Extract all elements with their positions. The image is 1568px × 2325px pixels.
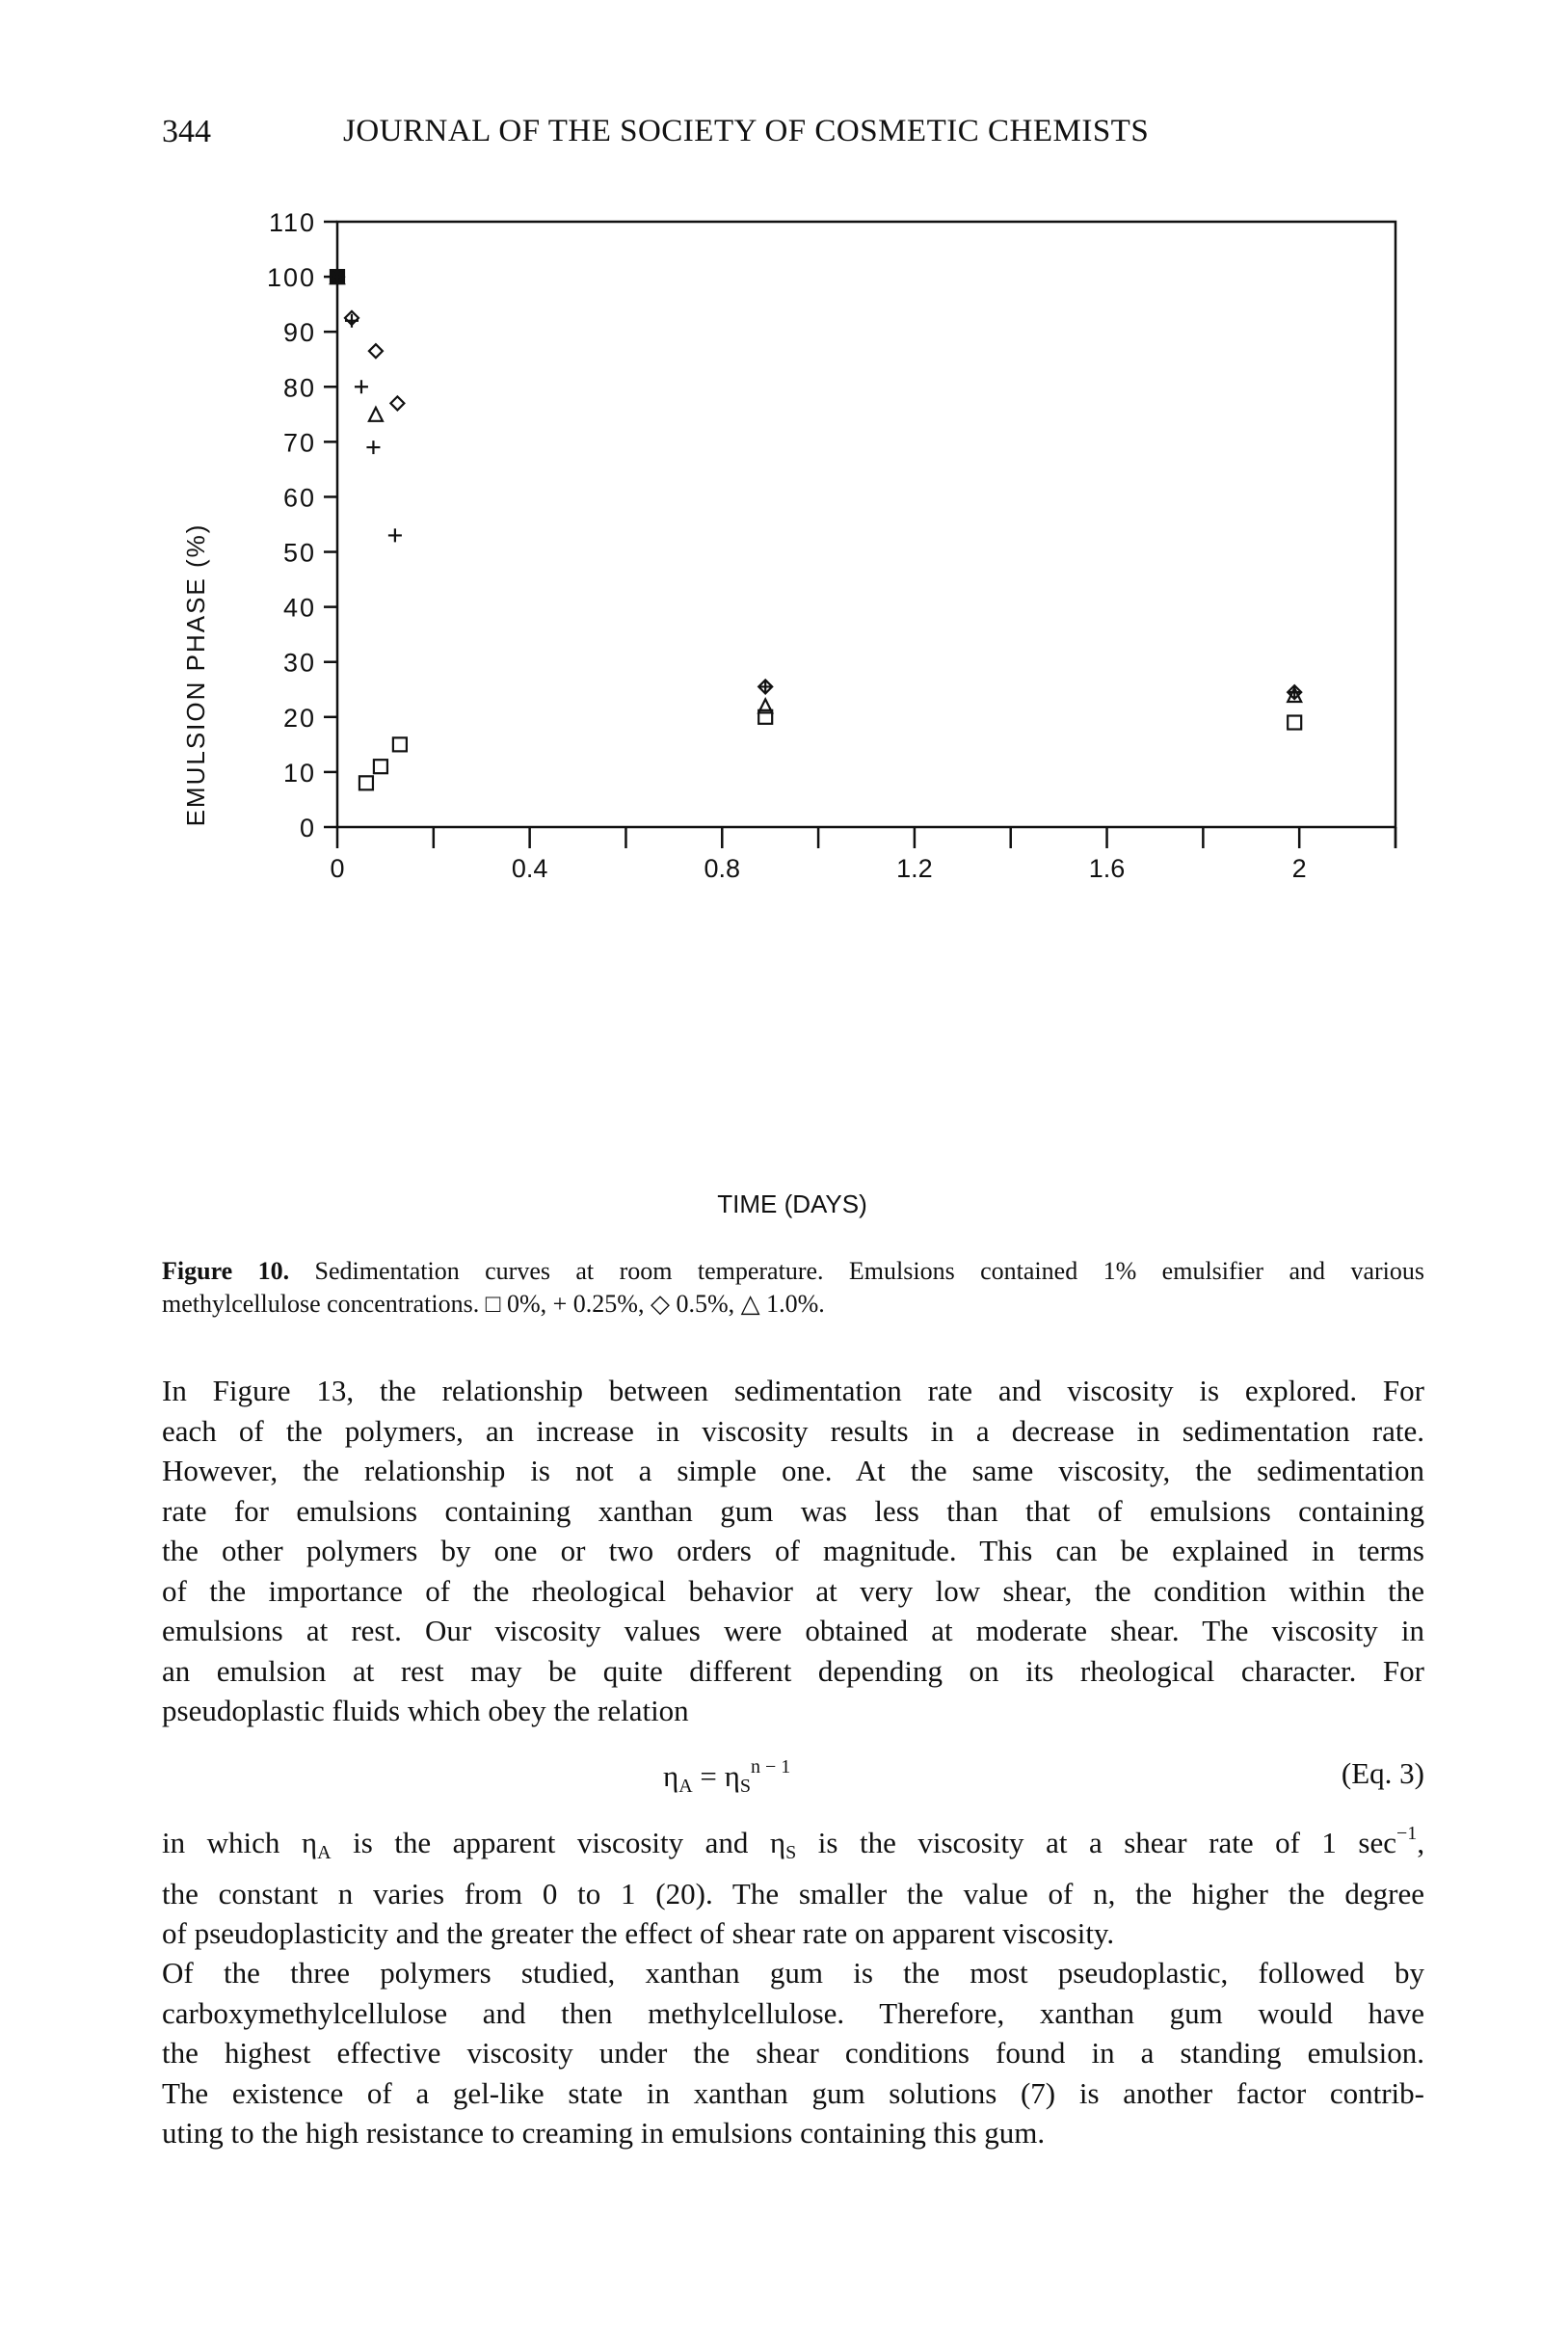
legend-label: 0.25%, — [572, 1290, 645, 1318]
chart-marks — [331, 270, 1301, 789]
paragraph-line: the constant n varies from 0 to 1 (20). The smaller the value of n, the higher the degree — [162, 1876, 1424, 1911]
caption-text: methylcellulose concentrations. — [162, 1290, 480, 1318]
legend-entry — [553, 1290, 651, 1318]
data-point-square — [1288, 716, 1301, 730]
equation-formula: $\eta_A = \eta_S^{n - 1}$ — [663, 1756, 791, 1797]
paragraph-2 — [162, 1814, 1424, 1954]
y-tick-label: 90 — [282, 318, 316, 348]
paragraph-line: emulsions at rest. Our viscosity values were obtained at moderate shear. The viscosity in — [162, 1614, 1424, 1647]
legend-symbol: + — [552, 1290, 568, 1318]
y-axis-title: EMULSION PHASE (%) — [181, 522, 210, 827]
data-point-square — [393, 737, 407, 751]
x-tick-label: 0.8 — [704, 854, 741, 883]
paragraph-1 — [162, 1371, 1424, 1731]
paragraph-line: of pseudoplasticity and the greater the effect of shear rate on apparent viscosity. — [162, 1916, 1115, 1950]
data-point-diamond — [390, 396, 404, 410]
running-head: JOURNAL OF THE SOCIETY OF COSMETIC CHEMISTS — [343, 114, 1150, 148]
paragraph-3 — [162, 1953, 1424, 2153]
legend-entry — [741, 1290, 825, 1318]
paragraph-line: the other polymers by one or two orders of magnitude. This can be explained in terms — [162, 1534, 1424, 1567]
paragraph-line: uting to the high resistance to creaming in emulsions containing this gum. — [162, 2116, 1046, 2150]
legend-entry — [651, 1290, 741, 1318]
legend-label: 0%, — [506, 1290, 547, 1318]
data-point-diamond — [369, 344, 383, 358]
paragraph-line: carboxymethylcellulose and then methylcellulose. Therefore, xanthan gum would have — [162, 1995, 1424, 2030]
x-axis-title: TIME (DAYS) — [717, 1189, 867, 1218]
legend-label: 0.5%, — [676, 1290, 735, 1318]
x-tick-label: 0.4 — [511, 854, 548, 883]
data-point-plus — [366, 441, 380, 454]
x-tick-label: 1.6 — [1088, 854, 1126, 883]
y-tick-label: 40 — [282, 593, 316, 623]
series-plus — [331, 270, 1301, 699]
y-tick-label: 0 — [299, 814, 316, 842]
legend-entry — [486, 1290, 553, 1318]
y-tick-label: 100 — [266, 263, 316, 293]
caption-text: Sedimentation curves at room temperature. Emulsions contained 1% emulsifier and various — [314, 1257, 1424, 1285]
y-tick-label: 80 — [282, 373, 316, 403]
plot-frame — [337, 222, 1395, 827]
figure-label: Figure 10. — [162, 1257, 290, 1285]
y-tick-label: 30 — [282, 648, 316, 678]
chart-ticks — [267, 208, 1395, 883]
y-tick-label: 10 — [282, 758, 316, 788]
y-tick-label: 60 — [282, 483, 316, 513]
paragraph-line: of the importance of the rheological behavior at very low shear, the condition within the — [162, 1573, 1424, 1608]
paragraph-line: Of the three polymers studied, xanthan gum is the most pseudoplastic, followed by — [162, 1956, 1424, 1990]
page-number: 344 — [162, 114, 211, 149]
chart-axes — [337, 222, 1395, 848]
paragraph-line: rate for emulsions containing xanthan gum was less than that of emulsions containing — [162, 1493, 1424, 1528]
paragraph-line: In Figure 13, the relationship between sedimentation rate and viscosity is explored. For — [162, 1374, 1424, 1407]
equation-label: (Eq. 3) — [1341, 1756, 1424, 1790]
paragraph-line: However, the relationship is not a simple one. At the same viscosity, the sedimentation — [162, 1454, 1424, 1487]
data-point-plus — [758, 680, 772, 693]
figure-caption — [162, 1255, 1424, 1321]
data-point-triangle — [369, 408, 383, 421]
legend-symbol: △ — [740, 1290, 760, 1318]
y-tick-label: 50 — [282, 538, 316, 568]
paragraph-line: an emulsion at rest may be quite different depending on its rheological character. For — [162, 1653, 1424, 1688]
caption-line-2 — [162, 1288, 1424, 1321]
x-tick-label: 1.2 — [896, 854, 933, 883]
legend-symbol: □ — [485, 1290, 501, 1318]
caption-line-1 — [162, 1255, 1424, 1288]
x-tick-label: 0 — [330, 854, 345, 883]
series-triangle — [331, 270, 1301, 712]
series-diamond — [331, 270, 1301, 699]
legend-label: 1.0%. — [766, 1290, 825, 1318]
paragraph-line: pseudoplastic fluids which obey the relation — [162, 1694, 689, 1727]
equation-3 — [162, 1756, 1424, 1799]
paragraph-line: each of the polymers, an increase in viscosity results in a decrease in sedimentation rate. — [162, 1413, 1424, 1448]
x-tick-label: 2 — [1291, 854, 1307, 883]
paragraph-line: the highest effective viscosity under the shear conditions found in a standing emulsion. — [162, 2036, 1424, 2070]
data-point-plus — [355, 380, 368, 393]
y-tick-label: 70 — [282, 428, 316, 458]
data-point-square — [374, 760, 387, 773]
legend-symbol: ◇ — [650, 1290, 670, 1318]
data-point-plus — [388, 528, 402, 542]
paragraph-line: The existence of a gel-like state in xanthan gum solutions (7) is another factor contrib- — [162, 2075, 1424, 2110]
y-tick-label: 110 — [268, 208, 316, 237]
series-square — [331, 270, 1301, 789]
paragraph-line: in which $\eta_A$ is the apparent viscosity and $\eta_S$ is the viscosity at a shear rate of 1 $\sec^{-1}$, — [162, 1823, 1425, 1863]
data-point-square — [359, 776, 373, 789]
y-tick-label: 20 — [282, 703, 316, 733]
